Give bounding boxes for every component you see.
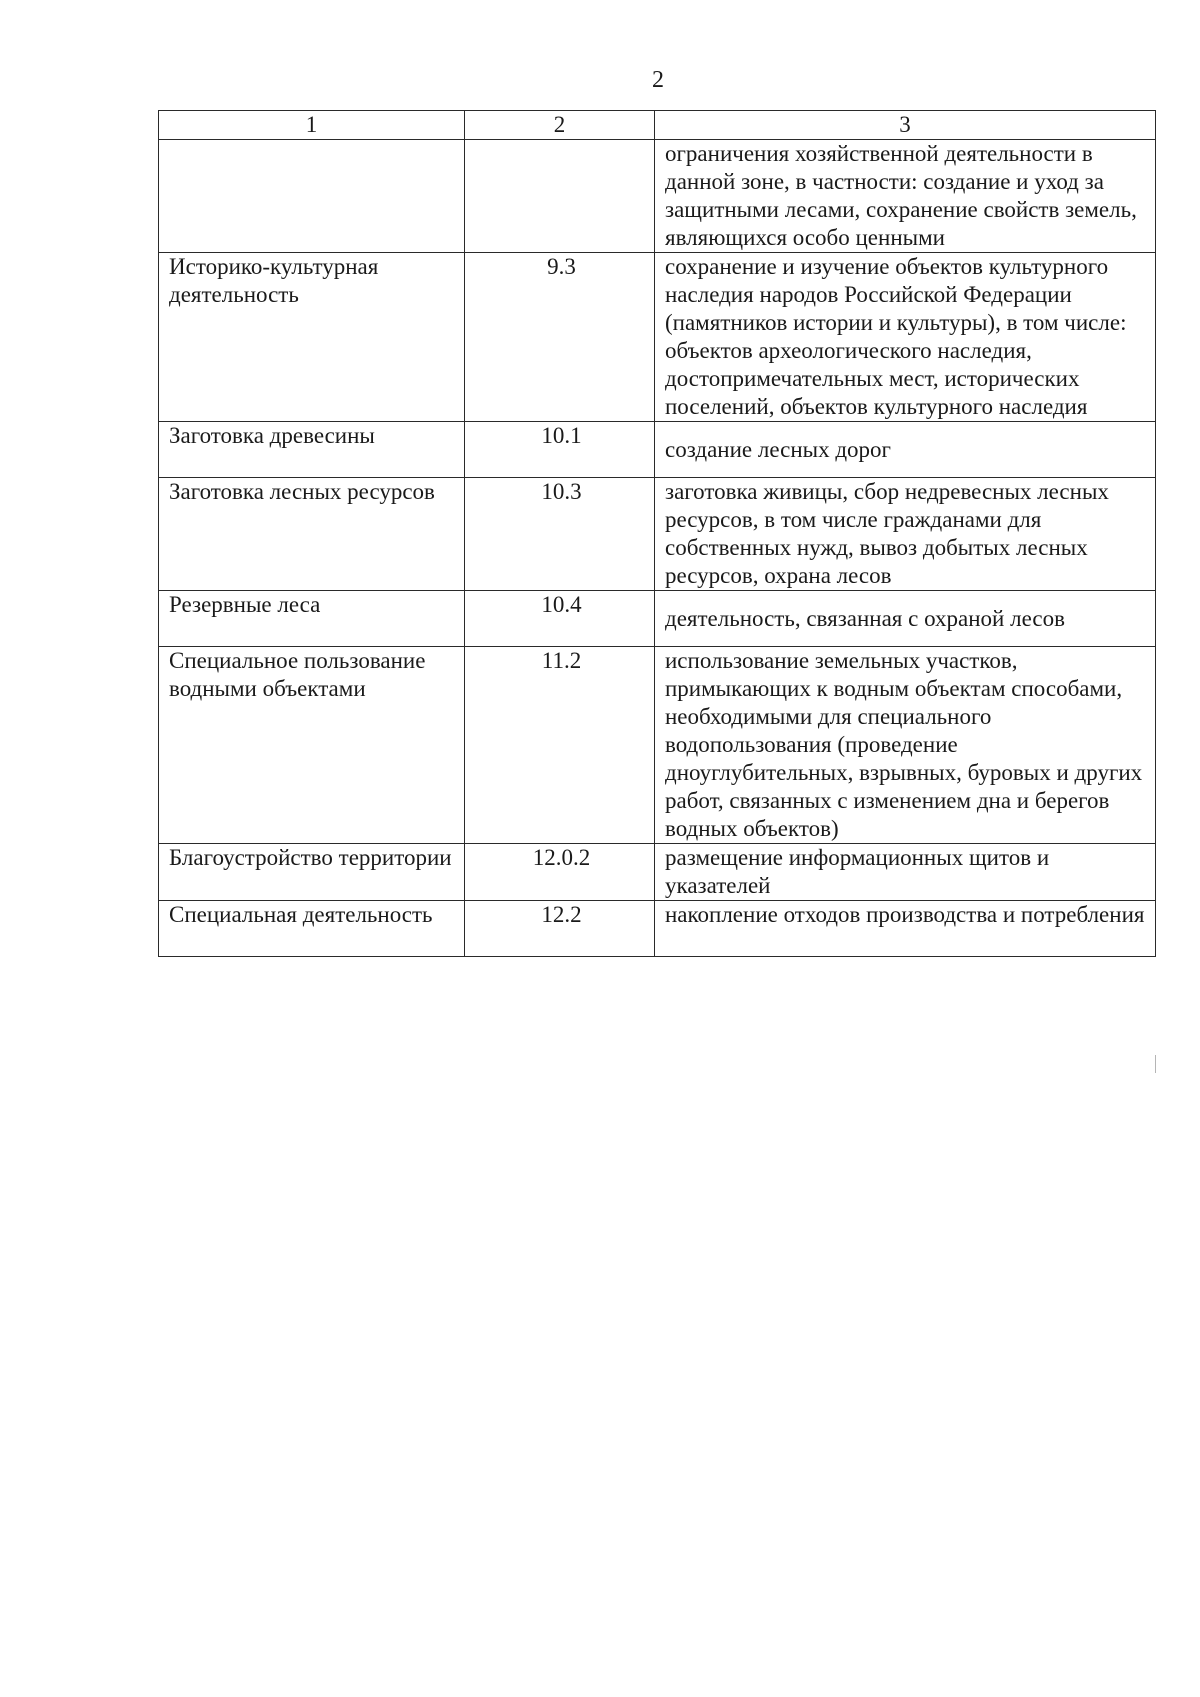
activity-cell [159,140,465,253]
table-row [159,422,1156,478]
table-header-row [159,111,1156,140]
description-cell: использование земельных участков, примыкающих к водным объектам способами, необходимыми для специального водопользования (проведение дноуглубительных, взрывных, буровых и других работ, связанных с изменением дна и берегов водных объектов) [655,647,1156,844]
table-row [159,140,1156,253]
description-cell: сохранение и изучение объектов культурного наследия народов Российской Федерации (памятников истории и культуры), в том числе: объектов археологического наследия, достопримечательных мест, исторических поселений, объектов культурного наследия [655,253,1156,422]
activity-cell: Благоустройство территории [159,844,465,901]
activity-cell: Заготовка лесных ресурсов [159,478,465,591]
table-row [159,478,1156,591]
activity-cell: Резервные леса [159,591,465,647]
column-header-3: 3 [655,111,1156,140]
table-row [159,647,1156,844]
code-cell: 10.1 [465,422,655,478]
code-cell: 9.3 [465,253,655,422]
description-cell: ограничения хозяйственной деятельности в данной зоне, в частности: создание и уход за защитными лесами, сохранение свойств земель, являющихся особо ценными [655,140,1156,253]
description-cell: деятельность, связанная с охраной лесов [655,591,1156,647]
table-row [159,901,1156,957]
column-header-2: 2 [465,111,655,140]
code-cell: 12.0.2 [465,844,655,901]
activity-cell: Историко-культурная деятельность [159,253,465,422]
page-number: 2 [652,67,664,93]
activity-cell: Заготовка древесины [159,422,465,478]
scan-artifact-mark [1155,1055,1156,1073]
description-cell: заготовка живицы, сбор недревесных лесных ресурсов, в том числе гражданами для собственных нужд, вывоз добытых лесных ресурсов, охрана лесов [655,478,1156,591]
description-cell: накопление отходов производства и потребления [655,901,1156,957]
table-row [159,844,1156,901]
code-cell: 11.2 [465,647,655,844]
code-cell [465,140,655,253]
table-row [159,253,1156,422]
code-cell: 10.3 [465,478,655,591]
code-cell: 10.4 [465,591,655,647]
activity-table [158,110,1156,957]
column-header-1: 1 [159,111,465,140]
description-cell: создание лесных дорог [655,422,1156,478]
activity-cell: Специальное пользование водными объектами [159,647,465,844]
table-row [159,591,1156,647]
code-cell: 12.2 [465,901,655,957]
description-cell: размещение информационных щитов и указателей [655,844,1156,901]
activity-cell: Специальная деятельность [159,901,465,957]
